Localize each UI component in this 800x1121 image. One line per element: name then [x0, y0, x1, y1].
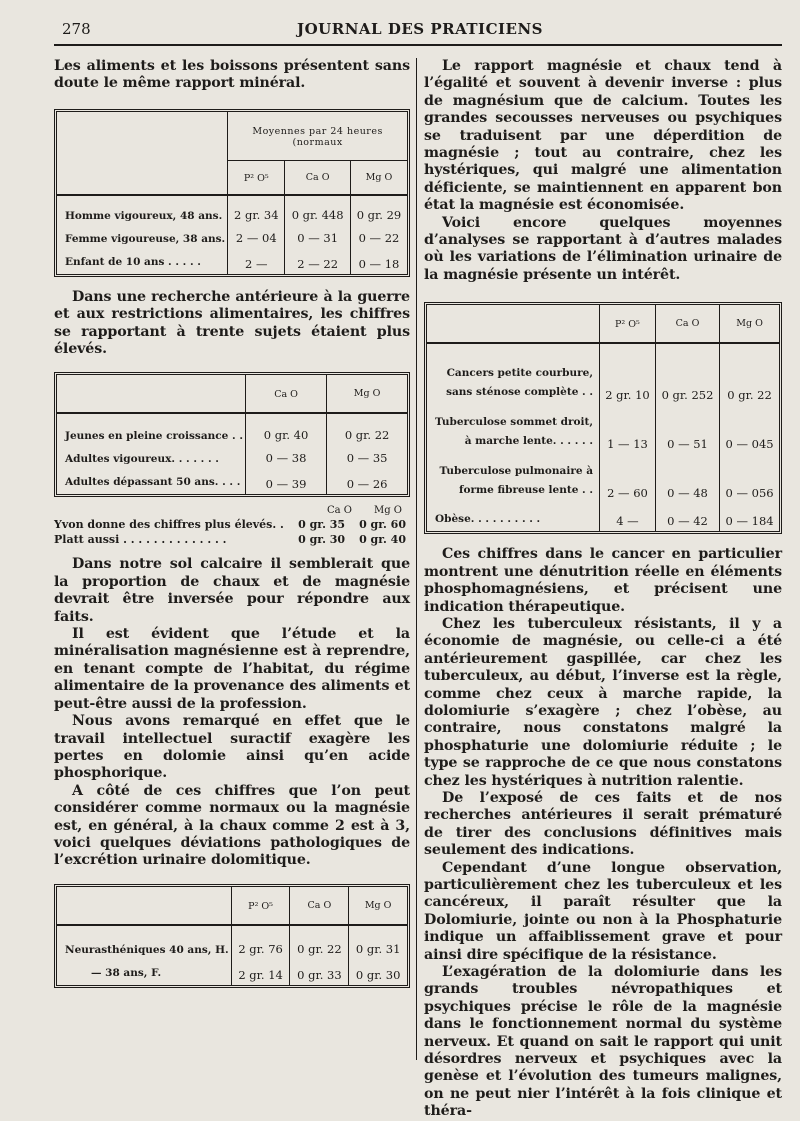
cell: 2 — 60 [600, 454, 656, 503]
paragraph: Cependant d’une longue observation, particulièrement chez les tuberculeux et les cancéreux, il paraît résulter que la Dolomiurie, jointe ou non à la Phosphaturie indique un affaiblissement grave et pour ainsi dire spécifique de la résistance. [424, 859, 782, 963]
column-divider [416, 58, 417, 1060]
col-header: P² O⁵ [600, 305, 656, 343]
cell: 4 — [600, 503, 656, 531]
page-header [62, 18, 778, 42]
col-header: Mg O [349, 887, 407, 925]
col-header: P² O⁵ [228, 160, 285, 195]
cell: 2 — 22 [285, 248, 351, 274]
row-label [427, 454, 600, 503]
cell: 0 gr. 252 [655, 343, 719, 405]
table-row [54, 533, 410, 546]
row-label: Platt aussi . . . . . . . . . . . . . . [54, 533, 227, 547]
cell: 0 — 42 [655, 503, 719, 531]
col-header: Mg O [350, 160, 407, 195]
row-label-line: Cancers petite courbure, [446, 367, 593, 380]
row-label-line: Tuberculose pulmonaire à [439, 465, 593, 478]
cell: 0 gr. 30 [349, 959, 407, 985]
row-label: Femme vigoureuse, 38 ans. [65, 232, 226, 245]
table-row [427, 503, 779, 531]
table-row [57, 225, 407, 248]
cell: 0 — 22 [350, 225, 407, 248]
table-row [57, 195, 407, 225]
row-label: Yvon donne des chiffres plus élevés. . [54, 518, 284, 532]
left-column [54, 58, 410, 988]
cell: 0 gr. 448 [285, 195, 351, 225]
cell: 2 gr. 10 [600, 343, 656, 405]
cell: 2 gr. 34 [228, 195, 285, 225]
paragraph: Voici encore quelques moyennes d’analyses se rapportant à d’autres malades où les variations de l’élimination urinaire de la magnésie présente un intérêt. [424, 214, 782, 283]
paragraph: De l’exposé de ces faits et de nos recherches antérieures il serait prématuré de tirer des conclusions définitives mais seulement des indications. [424, 789, 782, 859]
row-label: Neurasthéniques 40 ans, H. [65, 943, 229, 956]
cell: 0 — 38 [245, 445, 326, 468]
table-normal-averages [54, 109, 410, 277]
cell: 0 gr. 22 [290, 925, 349, 959]
col-header: Ca O [285, 160, 351, 195]
paragraph: Les aliments et les boissons présentent sans doute le même rapport minéral. [54, 58, 410, 92]
row-label: Obèse. . . . . . . . . . [435, 513, 541, 526]
cell: 0 — 35 [327, 445, 407, 468]
paragraph: Dans une recherche antérieure à la guerre et aux restrictions alimentaires, les chiffres se rapportant à trente sujets étaient plus élevés. [54, 288, 410, 358]
col-header: P² O⁵ [231, 887, 290, 925]
row-label: Enfant de 10 ans . . . . . [65, 255, 201, 268]
table-row [57, 413, 407, 445]
table-row [57, 248, 407, 274]
cell: 0 gr. 40 [245, 413, 326, 445]
col-header: Ca O [326, 505, 352, 517]
cell: 1 — 13 [600, 405, 656, 454]
col-header: Mg O [373, 505, 402, 517]
row-label-line: Tuberculose sommet droit, [435, 416, 593, 429]
cell: 0 gr. 29 [350, 195, 407, 225]
journal-title: JOURNAL DES PRATICIENS [297, 20, 543, 38]
table-row [427, 343, 779, 405]
table-row [57, 468, 407, 494]
row-label [427, 343, 600, 405]
cell: 2 — [228, 248, 285, 274]
cell: 0 gr. 30 [298, 533, 346, 547]
table-row [57, 445, 407, 468]
row-label-line: sans sténose complète . . [446, 386, 593, 399]
table-row [427, 454, 779, 503]
row-label-line: forme fibreuse lente . . [458, 484, 593, 497]
cell: 0 — 056 [720, 454, 779, 503]
paragraph: A côté de ces chiffres que l’on peut considérer comme normaux ou la magnésie est, en général, à la chaux comme 2 est à 3, voici quelques déviations pathologiques de l’excrétion urinaire dolomitique. [54, 782, 410, 869]
row-label: — 38 ans, F. [91, 966, 162, 979]
cell: 0 — 045 [720, 405, 779, 454]
cell: 0 gr. 31 [349, 925, 407, 959]
row-label: Adultes vigoureux. . . . . . . [65, 453, 219, 466]
page-number: 278 [62, 20, 91, 38]
paragraph: Il est évident que l’étude et la minéralisation magnésienne est à reprendre, en tenant compte de l’habitat, du régime alimentaire de la provenance des aliments et peut-être aussi de la profession. [54, 626, 410, 712]
cell: 2 — 04 [228, 225, 285, 248]
table-row [57, 925, 407, 959]
paragraph: L’exagération de la dolomiurie dans les grands troubles névropathiques et psychiques précise le rôle de la magnésie dans le fonctionnement normal du système nerveux. Et quand on sait le rapport qui unit désordres nerveux et psychiques avec la genèse et l’évolution des tumeurs malignes, on ne peut nier l’intérêt à la fois clinique et théra- [424, 964, 782, 1120]
col-header: Ca O [245, 375, 326, 413]
table-prewar-figures [54, 372, 410, 497]
table-span-header: Moyennes par 24 heures (normaux [252, 125, 383, 148]
col-header: Ca O [290, 887, 349, 925]
paragraph: Ces chiffres dans le cancer en particulier montrent une dénutrition réelle en éléments phosphomagnésiens, et précisent une indication thérapeutique. [424, 546, 782, 615]
cell: 0 gr. 60 [359, 518, 406, 532]
row-label: Jeunes en pleine croissance . . [65, 430, 243, 443]
row-label-line: à marche lente. . . . . . [464, 435, 593, 448]
cell: 2 gr. 14 [231, 959, 290, 985]
paragraph: Le rapport magnésie et chaux tend à l’égalité et souvent à devenir inverse : plus de magnésium que de calcium. Toutes les grandes secousses nerveuses ou psychiques se traduisent par une déperdition de magnésie ; tout au contraire, chez les hystériques, qui malgré une alimentation déficiente, se maintiennent en apparent bon état la magnésie est économisée. [424, 58, 782, 214]
inline-comparison [54, 505, 410, 546]
paragraph: Dans notre sol calcaire il semblerait que la proportion de chaux et de magnésie devrait être inversée pour répondre aux faits. [54, 556, 410, 625]
row-label: Adultes dépassant 50 ans. . . . [65, 476, 241, 489]
cell: 0 gr. 40 [359, 533, 406, 547]
row-label: Homme vigoureux, 48 ans. [65, 209, 223, 222]
cell: 0 — 39 [245, 468, 326, 494]
cell: 0 — 48 [655, 454, 719, 503]
col-header: Ca O [655, 305, 719, 343]
header-rule [54, 44, 782, 46]
paragraph: Chez les tuberculeux résistants, il y a économie de magnésie, ou celle-ci a été antérieurement gaspillée, car chez les tuberculeux, au début, l’inverse est la règle, comme chez ceux à marche rapide, la dolomiurie s’exagère ; chez l’obèse, au contraire, nous constatons malgré la phosphaturie une dolomiurie réduite ; le type se rapproche de ce que nous constatons chez les hystériques à nutrition ralentie. [424, 615, 782, 789]
cell: 0 gr. 33 [290, 959, 349, 985]
table-row [57, 959, 407, 985]
right-column [424, 58, 782, 1121]
cell: 0 gr. 22 [327, 413, 407, 445]
table-other-patients [424, 302, 782, 534]
cell: 0 — 18 [350, 248, 407, 274]
cell: 0 gr. 35 [298, 518, 346, 532]
table-row [54, 518, 410, 531]
col-header: Mg O [327, 375, 407, 413]
table-neurasthenics [54, 884, 410, 988]
table-row [427, 405, 779, 454]
paragraph: Nous avons remarqué en effet que le travail intellectuel suractif exagère les pertes en dolomie ainsi qu’en acide phosphorique. [54, 713, 410, 782]
cell: 0 — 51 [655, 405, 719, 454]
cell: 0 — 184 [720, 503, 779, 531]
cell: 0 — 31 [285, 225, 351, 248]
cell: 2 gr. 76 [231, 925, 290, 959]
cell: 0 — 26 [327, 468, 407, 494]
row-label [427, 405, 600, 454]
col-header: Mg O [720, 305, 779, 343]
cell: 0 gr. 22 [720, 343, 779, 405]
